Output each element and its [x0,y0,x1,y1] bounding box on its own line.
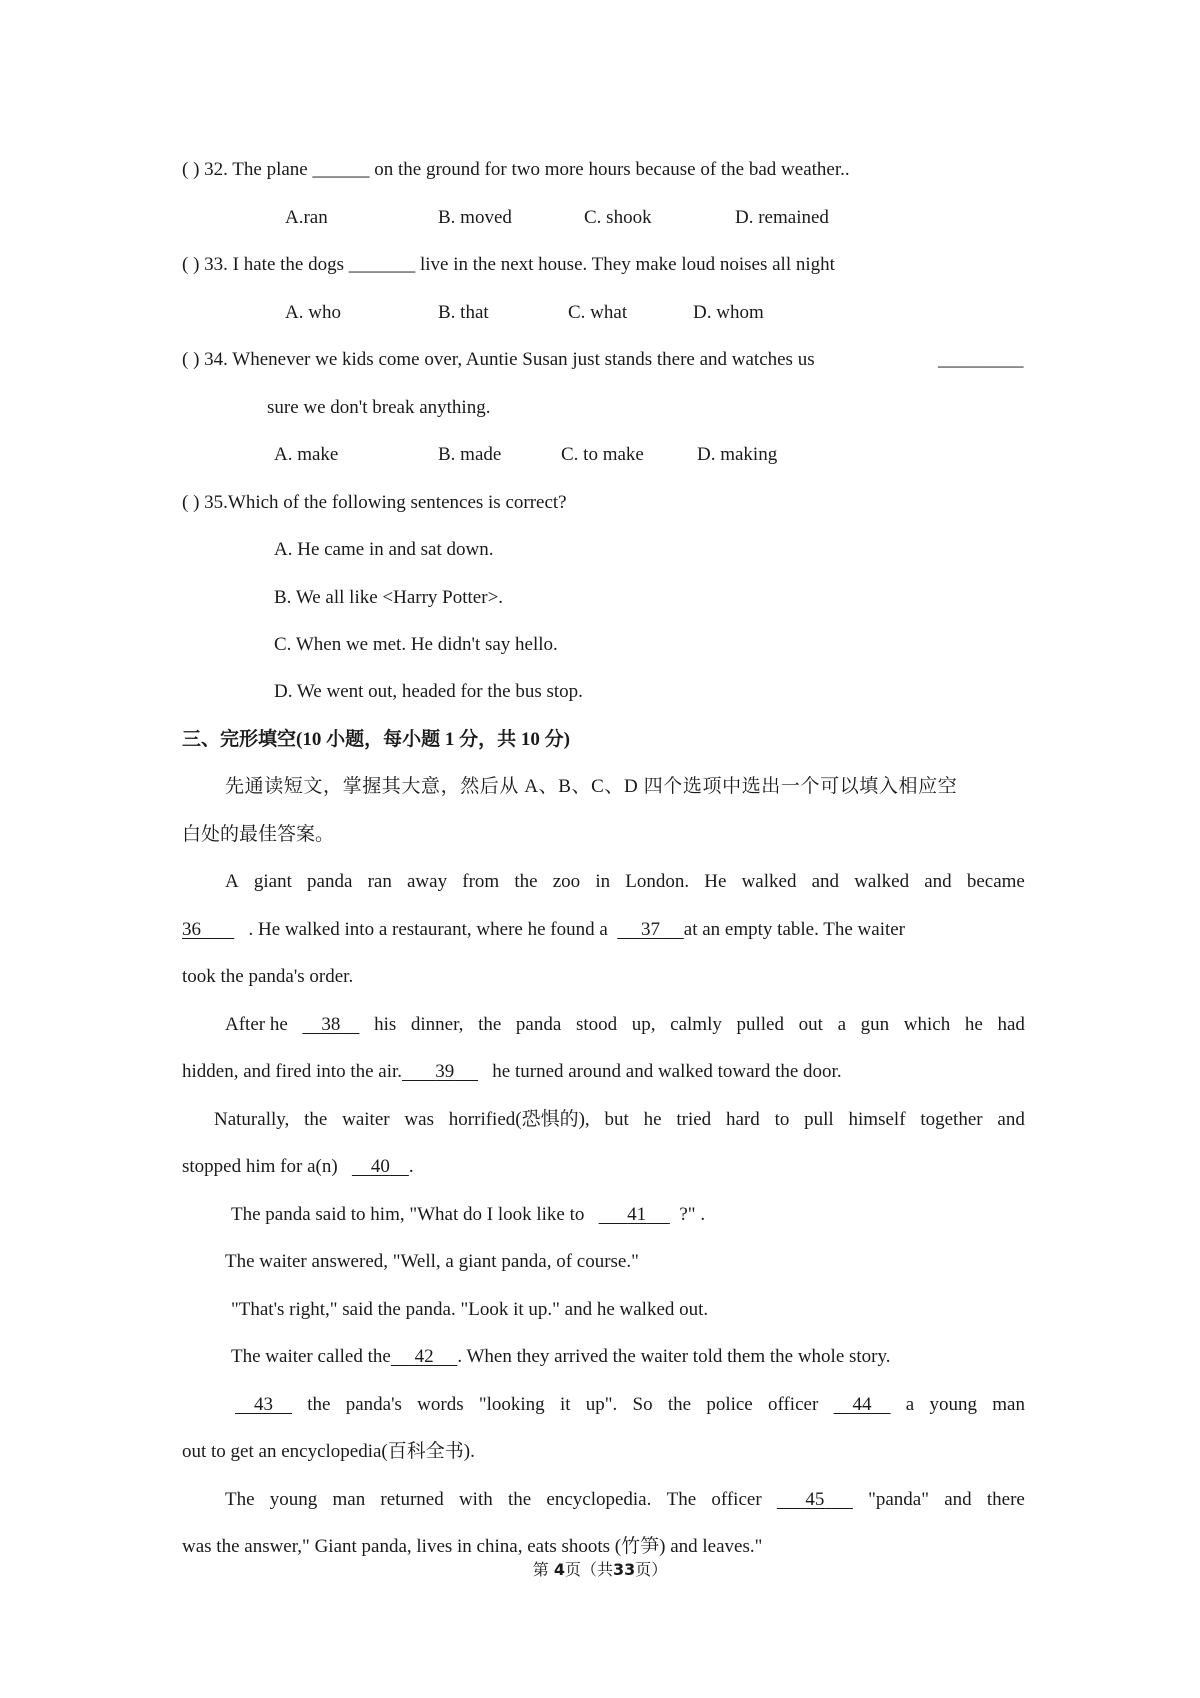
word: pull [804,1109,834,1130]
q32-option-c: C. shook [584,207,652,228]
p3-line-2-start: stopped him for a(n) [182,1156,338,1177]
q34-option-d: D. making [697,444,778,465]
word: a [837,1014,846,1035]
word: young [929,1394,977,1415]
word: in [595,871,611,892]
word: but [604,1109,629,1130]
question-34-blank [938,348,1024,374]
word: The [225,1489,255,1510]
word: dinner, [410,1014,464,1035]
passage-p3-line-1 [214,1108,1025,1134]
passage-p2-line-2 [182,1060,842,1086]
question-33 [182,253,835,279]
section-3-instruction-text-2: 白处的最佳答案。 [182,824,335,845]
q35-option-c-text: C. When we met. He didn't say hello. [274,634,558,655]
word: the [667,1394,692,1415]
q33-option-c: C. what [568,302,628,323]
p4-start: The panda said to him, "What do I look like to [231,1204,585,1225]
word: He [704,871,727,892]
q35-option-a [274,538,494,564]
p7-end: . When they arrived the waiter told them the whole story. [457,1346,891,1367]
word: After he [225,1014,288,1035]
word: together [920,1109,983,1130]
question-34-cont-text: sure we don't break anything. [267,397,491,418]
page-footer [0,1557,1200,1580]
q34-option-c: C. to make [561,444,644,465]
p8-line-2-text: out to get an encyclopedia(百科全书). [182,1441,475,1462]
word: giant [253,871,292,892]
blank-36-number: 36 [182,919,201,940]
word: So [632,1394,653,1415]
word: "panda" [868,1489,929,1510]
word: it [559,1394,571,1415]
blank-45 [777,1488,853,1514]
word: Naturally, [214,1109,290,1130]
word: the [514,871,538,892]
word: which [903,1014,951,1035]
word: a [905,1394,915,1415]
passage-p5 [225,1250,639,1276]
word: officer [711,1489,762,1510]
blank-43 [235,1393,292,1419]
q32-option-d: D. remained [735,207,829,228]
passage-p1-line-2 [182,918,1025,944]
word: man [332,1489,366,1510]
footer-page-number: 4 [553,1560,565,1579]
word: panda [307,871,353,892]
word: up, [631,1014,656,1035]
q34-option-b: B. made [438,444,502,465]
word: young [269,1489,318,1510]
word: tried [676,1109,712,1130]
question-33-stem: ( ) 33. I hate the dogs _______ live in the next house. They make loud noises all night [182,254,835,275]
p1-line-2-end: at an empty table. The waiter [683,919,906,940]
footer-mid: 页（共 [564,1560,613,1579]
p5-text: The waiter answered, "Well, a giant panda, of course." [225,1251,639,1272]
word: London. [625,871,690,892]
blank-44 [834,1393,891,1419]
passage-p9-line-1 [225,1488,1025,1514]
blank-41-number: 41 [627,1204,647,1225]
word: The [666,1489,697,1510]
blank-40-number: 40 [370,1156,390,1177]
word: zoo [552,871,581,892]
word: from [462,871,500,892]
passage-p1-line-1 [225,870,1025,896]
word: gun [860,1014,890,1035]
word: A [225,871,239,892]
passage-p8-line-1 [235,1393,1025,1419]
blank-45-number: 45 [805,1489,825,1510]
word: police [706,1394,753,1415]
p2-line-2-start: hidden, and fired into the air. [182,1061,403,1082]
word: words [417,1394,464,1415]
word: had [997,1014,1025,1035]
word: and [924,871,952,892]
word: and [997,1109,1025,1130]
section-3-instruction-line-2 [182,823,334,849]
question-35-stem: ( ) 35.Which of the following sentences is correct? [182,492,567,513]
word: with [458,1489,493,1510]
blank-37-number: 37 [641,919,661,940]
word: his [374,1014,397,1035]
blank-43-number: 43 [254,1394,273,1415]
word: horrified(恐惧的), [448,1109,590,1130]
p1-line-3-text: took the panda's order. [182,966,354,987]
blank-40 [352,1156,409,1177]
question-34-blank-text: _________ [938,349,1024,370]
footer-prefix: 第 [532,1560,549,1579]
blank-44-number: 44 [852,1394,872,1415]
q35-option-d-text: D. We went out, headed for the bus stop. [274,681,583,702]
passage-p4 [231,1203,705,1229]
word: the [478,1014,502,1035]
word: returned [380,1489,444,1510]
footer-total-pages: 33 [612,1560,636,1579]
question-34-stem: ( ) 34. Whenever we kids come over, Auntie Susan just stands there and watches us [182,349,815,370]
q35-option-d [274,680,583,706]
word: walked [854,871,910,892]
word: the [307,1394,331,1415]
word: panda [515,1014,562,1035]
section-3-heading-text: 三、完形填空(10 小题，每小题 1 分，共 10 分) [182,729,570,750]
word: to [774,1109,790,1130]
word: there [986,1489,1025,1510]
word: "looking [478,1394,545,1415]
p9-line-2-text: was the answer," Giant panda, lives in china, eats shoots (竹笋) and leaves." [182,1536,763,1557]
word: and [811,871,840,892]
q32-option-b: B. moved [438,207,512,228]
p1-line-2-mid: . He walked into a restaurant, where he found a [248,919,608,940]
question-32 [182,158,850,184]
section-3-instruction-text-1: 先通读短文，掌握其大意，然后从 A、B、C、D 四个选项中选出一个可以填入相应空 [225,776,958,797]
q35-option-a-text: A. He came in and sat down. [274,539,494,560]
p6-text: "That's right," said the panda. "Look it up." and he walked out. [231,1299,709,1320]
p4-end: ?" . [679,1204,706,1225]
blank-42 [391,1346,458,1367]
passage-p7 [231,1345,891,1371]
word: up". [585,1394,618,1415]
word: away [407,871,448,892]
q35-option-c [274,633,558,659]
section-3-instruction-line-1 [225,775,1025,801]
section-3-heading [182,728,570,754]
word: ran [367,871,392,892]
word: the [507,1489,532,1510]
q34-option-a: A. make [274,444,339,465]
word: out [798,1014,823,1035]
word: the [304,1109,328,1130]
footer-suffix: 页） [635,1560,668,1579]
word: officer [768,1394,819,1415]
word: became [966,871,1025,892]
blank-37 [617,919,684,940]
passage-p3-line-2: stopped him for a(n) 40 . [182,1156,414,1177]
blank-38 [302,1013,359,1039]
word: was [404,1109,434,1130]
blank-42-number: 42 [414,1346,434,1367]
word: walked [741,871,797,892]
question-34-continuation [267,396,490,422]
blank-41 [599,1204,670,1225]
passage-p2-line-1 [225,1013,1025,1039]
q33-option-a: A. who [285,302,341,323]
word: pulled [736,1014,784,1035]
question-32-stem: ( ) 32. The plane ______ on the ground for two more hours because of the bad weather.. [182,159,850,180]
question-35 [182,491,567,517]
word: stood [575,1014,618,1035]
word: he [964,1014,983,1035]
word: himself [848,1109,906,1130]
word: he [643,1109,662,1130]
blank-39-number: 39 [435,1061,455,1082]
q33-option-b: B. that [438,302,489,323]
passage-p1-line-3 [182,965,353,991]
q33-option-d: D. whom [693,302,764,323]
word: man [992,1394,1025,1415]
word: encyclopedia. [546,1489,652,1510]
passage-p6 [231,1298,708,1324]
q35-option-b [274,586,503,612]
word: calmly [670,1014,722,1035]
p7-start: The waiter called the [231,1346,391,1367]
word: waiter [342,1109,390,1130]
q35-option-b-text: B. We all like <Harry Potter>. [274,587,504,608]
word: hard [725,1109,760,1130]
p2-line-2-end: he turned around and walked toward the door. [492,1061,842,1082]
question-34 [182,348,815,374]
q32-option-a: A.ran [285,207,328,228]
word: and [944,1489,972,1510]
blank-39 [402,1061,478,1082]
blank-38-number: 38 [321,1014,341,1035]
blank-36 [182,919,234,940]
passage-p8-line-2 [182,1440,475,1466]
word: panda's [345,1394,402,1415]
